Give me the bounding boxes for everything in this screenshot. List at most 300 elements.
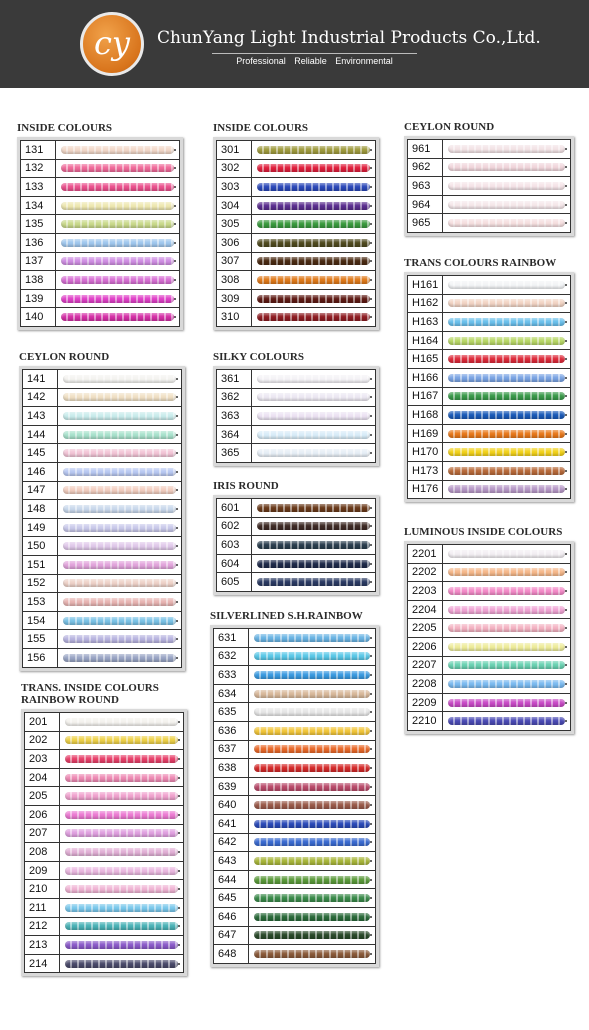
color-code: 210 bbox=[24, 880, 60, 898]
color-row bbox=[22, 649, 182, 668]
bead-sample bbox=[443, 712, 571, 730]
bead-strand bbox=[257, 313, 370, 321]
color-row bbox=[407, 295, 571, 314]
color-code: 304 bbox=[216, 197, 252, 215]
pin-dot bbox=[565, 414, 567, 416]
color-code: 642 bbox=[213, 834, 249, 852]
color-row bbox=[216, 369, 376, 389]
bead-strand bbox=[61, 202, 174, 210]
section-inside-colours-2 bbox=[213, 122, 379, 330]
bead-strand bbox=[254, 894, 370, 902]
pin-dot bbox=[370, 655, 372, 657]
color-row bbox=[407, 406, 571, 425]
bead-strand bbox=[63, 524, 176, 532]
bead-strand bbox=[448, 699, 565, 707]
color-code: 207 bbox=[24, 825, 60, 843]
bead-sample bbox=[443, 276, 571, 294]
bead-sample bbox=[252, 518, 376, 536]
color-code: 153 bbox=[22, 593, 58, 611]
pin-dot bbox=[370, 507, 372, 509]
bead-sample bbox=[443, 675, 571, 693]
bead-strand bbox=[63, 617, 176, 625]
color-code: 601 bbox=[216, 499, 252, 517]
bead-sample bbox=[443, 177, 571, 195]
bead-strand bbox=[448, 355, 565, 363]
bead-strand bbox=[63, 412, 176, 420]
bead-sample bbox=[58, 463, 182, 481]
bead-strand bbox=[448, 411, 565, 419]
pin-dot bbox=[174, 242, 176, 244]
color-row bbox=[20, 140, 180, 160]
color-code: 208 bbox=[24, 843, 60, 861]
bead-strand bbox=[257, 431, 370, 439]
bead-strand bbox=[63, 561, 176, 569]
color-row bbox=[213, 815, 376, 834]
color-code: 307 bbox=[216, 253, 252, 271]
bead-strand bbox=[257, 541, 370, 549]
color-row bbox=[407, 313, 571, 332]
bead-sample bbox=[58, 537, 182, 555]
bead-strand bbox=[65, 922, 178, 930]
bead-sample bbox=[252, 234, 376, 252]
bead-strand bbox=[63, 393, 176, 401]
bead-strand bbox=[254, 652, 370, 660]
color-code: 144 bbox=[22, 426, 58, 444]
pin-dot bbox=[370, 674, 372, 676]
pin-dot bbox=[370, 841, 372, 843]
bead-strand bbox=[448, 201, 565, 209]
color-chart-card bbox=[404, 136, 574, 236]
bead-sample bbox=[443, 694, 571, 712]
bead-sample bbox=[60, 899, 184, 917]
bead-strand bbox=[65, 755, 178, 763]
bead-strand bbox=[448, 448, 565, 456]
bead-sample bbox=[252, 178, 376, 196]
color-row bbox=[20, 253, 180, 272]
color-code: 634 bbox=[213, 685, 249, 703]
bead-sample bbox=[60, 750, 184, 768]
bead-sample bbox=[443, 214, 571, 232]
color-row bbox=[216, 308, 376, 327]
bead-sample bbox=[249, 796, 376, 814]
bead-strand bbox=[448, 318, 565, 326]
bead-strand bbox=[448, 467, 565, 475]
color-row bbox=[22, 537, 182, 556]
color-row bbox=[407, 601, 571, 620]
color-row bbox=[216, 271, 376, 290]
color-row bbox=[407, 443, 571, 462]
color-row bbox=[22, 407, 182, 426]
pin-dot bbox=[565, 302, 567, 304]
color-row bbox=[24, 825, 184, 844]
bead-strand bbox=[254, 708, 370, 716]
bead-sample bbox=[252, 555, 376, 573]
bead-sample bbox=[443, 601, 571, 619]
pin-dot bbox=[174, 279, 176, 281]
bead-strand bbox=[65, 774, 178, 782]
pin-dot bbox=[174, 316, 176, 318]
bead-sample bbox=[56, 234, 180, 252]
color-row bbox=[216, 426, 376, 445]
pin-dot bbox=[178, 851, 180, 853]
pin-dot bbox=[176, 471, 178, 473]
bead-strand bbox=[254, 857, 370, 865]
color-code: 646 bbox=[213, 908, 249, 926]
company-name: ChunYang Light Industrial Products Co.,Ltd. bbox=[157, 28, 541, 48]
pin-dot bbox=[174, 186, 176, 188]
pin-dot bbox=[565, 395, 567, 397]
color-code: H161 bbox=[407, 276, 443, 294]
pin-dot bbox=[176, 452, 178, 454]
bead-strand bbox=[61, 239, 174, 247]
pin-dot bbox=[178, 739, 180, 741]
bead-strand bbox=[448, 550, 565, 558]
pin-dot bbox=[565, 377, 567, 379]
color-row bbox=[22, 389, 182, 408]
bead-strand bbox=[61, 220, 174, 228]
pin-dot bbox=[178, 907, 180, 909]
bead-sample bbox=[249, 741, 376, 759]
pin-dot bbox=[178, 777, 180, 779]
bead-sample bbox=[443, 140, 571, 158]
bead-strand bbox=[448, 643, 565, 651]
color-code: 2202 bbox=[407, 564, 443, 582]
color-code: H163 bbox=[407, 313, 443, 331]
bead-sample bbox=[56, 290, 180, 308]
pin-dot bbox=[565, 340, 567, 342]
pin-dot bbox=[178, 870, 180, 872]
pin-dot bbox=[370, 434, 372, 436]
bead-strand bbox=[63, 375, 176, 383]
color-row bbox=[407, 481, 571, 500]
color-code: 301 bbox=[216, 141, 252, 159]
pin-dot bbox=[565, 627, 567, 629]
color-code: 962 bbox=[407, 159, 443, 177]
pin-dot bbox=[176, 489, 178, 491]
bead-strand bbox=[63, 431, 176, 439]
color-chart-card bbox=[21, 709, 187, 976]
bead-strand bbox=[63, 505, 176, 513]
color-row bbox=[407, 388, 571, 407]
bead-strand bbox=[448, 680, 565, 688]
color-code: 151 bbox=[22, 556, 58, 574]
section-silverlined-sh-rainbow bbox=[210, 610, 379, 967]
color-code: 140 bbox=[20, 308, 56, 326]
pin-dot bbox=[178, 795, 180, 797]
bead-sample bbox=[443, 295, 571, 313]
bead-sample bbox=[443, 564, 571, 582]
bead-sample bbox=[443, 196, 571, 214]
color-code: 643 bbox=[213, 852, 249, 870]
pin-dot bbox=[176, 527, 178, 529]
pin-dot bbox=[178, 721, 180, 723]
color-row bbox=[24, 955, 184, 974]
bead-sample bbox=[249, 927, 376, 945]
color-row bbox=[213, 722, 376, 741]
color-code: 205 bbox=[24, 787, 60, 805]
bead-strand bbox=[257, 560, 370, 568]
pin-dot bbox=[178, 944, 180, 946]
color-code: 212 bbox=[24, 918, 60, 936]
bead-sample bbox=[443, 443, 571, 461]
color-row bbox=[407, 657, 571, 676]
bead-sample bbox=[60, 936, 184, 954]
color-row bbox=[216, 389, 376, 408]
bead-strand bbox=[448, 163, 565, 171]
bead-sample bbox=[60, 806, 184, 824]
color-code: H176 bbox=[407, 481, 443, 499]
bead-sample bbox=[252, 573, 376, 591]
pin-dot bbox=[176, 396, 178, 398]
bead-strand bbox=[65, 904, 178, 912]
color-chart-card bbox=[213, 366, 379, 466]
color-code: 631 bbox=[213, 629, 249, 647]
color-code: 633 bbox=[213, 666, 249, 684]
color-code: 2210 bbox=[407, 712, 443, 730]
bead-strand bbox=[257, 375, 370, 383]
color-row bbox=[407, 564, 571, 583]
bead-strand bbox=[448, 337, 565, 345]
color-row bbox=[407, 369, 571, 388]
color-row bbox=[22, 500, 182, 519]
color-row bbox=[24, 750, 184, 769]
color-code: 137 bbox=[20, 253, 56, 271]
bead-strand bbox=[61, 313, 174, 321]
pin-dot bbox=[370, 298, 372, 300]
bead-strand bbox=[254, 820, 370, 828]
bead-strand bbox=[257, 183, 370, 191]
bead-sample bbox=[58, 407, 182, 425]
color-row bbox=[216, 498, 376, 518]
pin-dot bbox=[370, 167, 372, 169]
section-title: INSIDE COLOURS bbox=[17, 122, 113, 134]
bead-strand bbox=[448, 568, 565, 576]
color-row bbox=[216, 178, 376, 197]
pin-dot bbox=[565, 451, 567, 453]
color-code: 206 bbox=[24, 806, 60, 824]
bead-strand bbox=[257, 522, 370, 530]
bead-strand bbox=[448, 717, 565, 725]
bead-sample bbox=[58, 426, 182, 444]
pin-dot bbox=[174, 149, 176, 151]
color-row bbox=[20, 215, 180, 234]
bead-sample bbox=[443, 350, 571, 368]
color-code: 141 bbox=[22, 370, 58, 388]
color-code: 156 bbox=[22, 649, 58, 667]
bead-sample bbox=[252, 290, 376, 308]
bead-strand bbox=[448, 624, 565, 632]
color-code: 211 bbox=[24, 899, 60, 917]
color-row bbox=[216, 555, 376, 574]
bead-sample bbox=[249, 778, 376, 796]
color-code: 602 bbox=[216, 518, 252, 536]
color-row bbox=[20, 197, 180, 216]
bead-strand bbox=[257, 295, 370, 303]
bead-strand bbox=[254, 690, 370, 698]
bead-strand bbox=[254, 838, 370, 846]
color-row bbox=[407, 425, 571, 444]
color-code: 961 bbox=[407, 140, 443, 158]
pin-dot bbox=[176, 378, 178, 380]
color-code: 963 bbox=[407, 177, 443, 195]
color-code: 964 bbox=[407, 196, 443, 214]
pin-dot bbox=[370, 149, 372, 151]
bead-sample bbox=[56, 178, 180, 196]
color-row bbox=[407, 159, 571, 178]
color-code: 965 bbox=[407, 214, 443, 232]
bead-sample bbox=[443, 545, 571, 563]
color-code: H165 bbox=[407, 350, 443, 368]
bead-sample bbox=[252, 141, 376, 159]
pin-dot bbox=[565, 609, 567, 611]
bead-sample bbox=[252, 197, 376, 215]
color-row bbox=[22, 444, 182, 463]
bead-sample bbox=[443, 388, 571, 406]
bead-sample bbox=[56, 253, 180, 271]
bead-strand bbox=[254, 634, 370, 642]
color-row bbox=[20, 308, 180, 327]
color-code: H162 bbox=[407, 295, 443, 313]
color-code: 142 bbox=[22, 389, 58, 407]
pin-dot bbox=[370, 767, 372, 769]
color-row bbox=[213, 834, 376, 853]
pin-dot bbox=[565, 553, 567, 555]
color-row bbox=[213, 685, 376, 704]
pin-dot bbox=[370, 316, 372, 318]
pin-dot bbox=[174, 205, 176, 207]
color-row bbox=[22, 630, 182, 649]
pin-dot bbox=[370, 879, 372, 881]
pin-dot bbox=[178, 758, 180, 760]
color-row bbox=[213, 871, 376, 890]
bead-sample bbox=[252, 536, 376, 554]
pin-dot bbox=[565, 433, 567, 435]
pin-dot bbox=[174, 223, 176, 225]
bead-strand bbox=[63, 486, 176, 494]
pin-dot bbox=[370, 860, 372, 862]
pin-dot bbox=[565, 590, 567, 592]
color-row bbox=[407, 638, 571, 657]
section-title: CEYLON ROUND bbox=[19, 351, 110, 363]
color-code: 2204 bbox=[407, 601, 443, 619]
bead-strand bbox=[254, 931, 370, 939]
pin-dot bbox=[370, 223, 372, 225]
color-row bbox=[20, 178, 180, 197]
bead-sample bbox=[443, 462, 571, 480]
color-code: 641 bbox=[213, 815, 249, 833]
bead-sample bbox=[249, 703, 376, 721]
pin-dot bbox=[370, 544, 372, 546]
bead-sample bbox=[60, 880, 184, 898]
pin-dot bbox=[176, 620, 178, 622]
pin-dot bbox=[370, 415, 372, 417]
color-chart-card bbox=[17, 137, 183, 330]
color-code: 145 bbox=[22, 444, 58, 462]
color-code: 154 bbox=[22, 612, 58, 630]
pin-dot bbox=[176, 508, 178, 510]
bead-strand bbox=[63, 449, 176, 457]
section-trans-colours-rainbow bbox=[404, 257, 574, 502]
section-title: IRIS ROUND bbox=[213, 480, 279, 492]
color-row bbox=[24, 936, 184, 955]
bead-sample bbox=[249, 629, 376, 647]
pin-dot bbox=[370, 396, 372, 398]
section-ceylon-round-2 bbox=[19, 351, 185, 671]
bead-sample bbox=[252, 215, 376, 233]
color-code: 302 bbox=[216, 160, 252, 178]
color-code: 640 bbox=[213, 796, 249, 814]
section-subtitle: RAINBOW ROUND bbox=[21, 694, 119, 706]
color-row bbox=[216, 140, 376, 160]
bead-strand bbox=[257, 412, 370, 420]
color-code: 2207 bbox=[407, 657, 443, 675]
color-code: 303 bbox=[216, 178, 252, 196]
color-code: 138 bbox=[20, 271, 56, 289]
color-code: 637 bbox=[213, 741, 249, 759]
pin-dot bbox=[565, 204, 567, 206]
bead-sample bbox=[249, 685, 376, 703]
section-iris-round bbox=[213, 480, 379, 595]
color-row bbox=[24, 712, 184, 732]
color-code: H173 bbox=[407, 462, 443, 480]
color-row bbox=[20, 271, 180, 290]
bead-strand bbox=[61, 257, 174, 265]
color-code: 604 bbox=[216, 555, 252, 573]
color-code: 2208 bbox=[407, 675, 443, 693]
bead-strand bbox=[65, 829, 178, 837]
bead-strand bbox=[448, 392, 565, 400]
color-code: H170 bbox=[407, 443, 443, 461]
bead-sample bbox=[443, 159, 571, 177]
pin-dot bbox=[370, 916, 372, 918]
color-row bbox=[213, 796, 376, 815]
bead-strand bbox=[63, 468, 176, 476]
bead-strand bbox=[61, 146, 174, 154]
bead-strand bbox=[254, 764, 370, 772]
color-code: H164 bbox=[407, 332, 443, 350]
bead-strand bbox=[65, 848, 178, 856]
color-row bbox=[407, 694, 571, 713]
color-code: 149 bbox=[22, 519, 58, 537]
color-row bbox=[22, 426, 182, 445]
color-row bbox=[22, 369, 182, 389]
bead-sample bbox=[443, 332, 571, 350]
color-code: 363 bbox=[216, 407, 252, 425]
pin-dot bbox=[176, 582, 178, 584]
company-logo bbox=[80, 12, 144, 76]
color-code: 309 bbox=[216, 290, 252, 308]
bead-strand bbox=[65, 885, 178, 893]
color-row bbox=[407, 619, 571, 638]
bead-sample bbox=[249, 648, 376, 666]
color-row bbox=[216, 197, 376, 216]
bead-sample bbox=[56, 197, 180, 215]
color-row bbox=[407, 214, 571, 233]
color-code: 213 bbox=[24, 936, 60, 954]
pin-dot bbox=[370, 452, 372, 454]
pin-dot bbox=[565, 702, 567, 704]
bead-strand bbox=[63, 579, 176, 587]
color-row bbox=[22, 556, 182, 575]
bead-sample bbox=[58, 630, 182, 648]
color-row bbox=[213, 703, 376, 722]
bead-strand bbox=[61, 276, 174, 284]
color-code: 306 bbox=[216, 234, 252, 252]
color-row bbox=[216, 215, 376, 234]
bead-sample bbox=[252, 389, 376, 407]
bead-strand bbox=[448, 182, 565, 190]
pin-dot bbox=[370, 186, 372, 188]
